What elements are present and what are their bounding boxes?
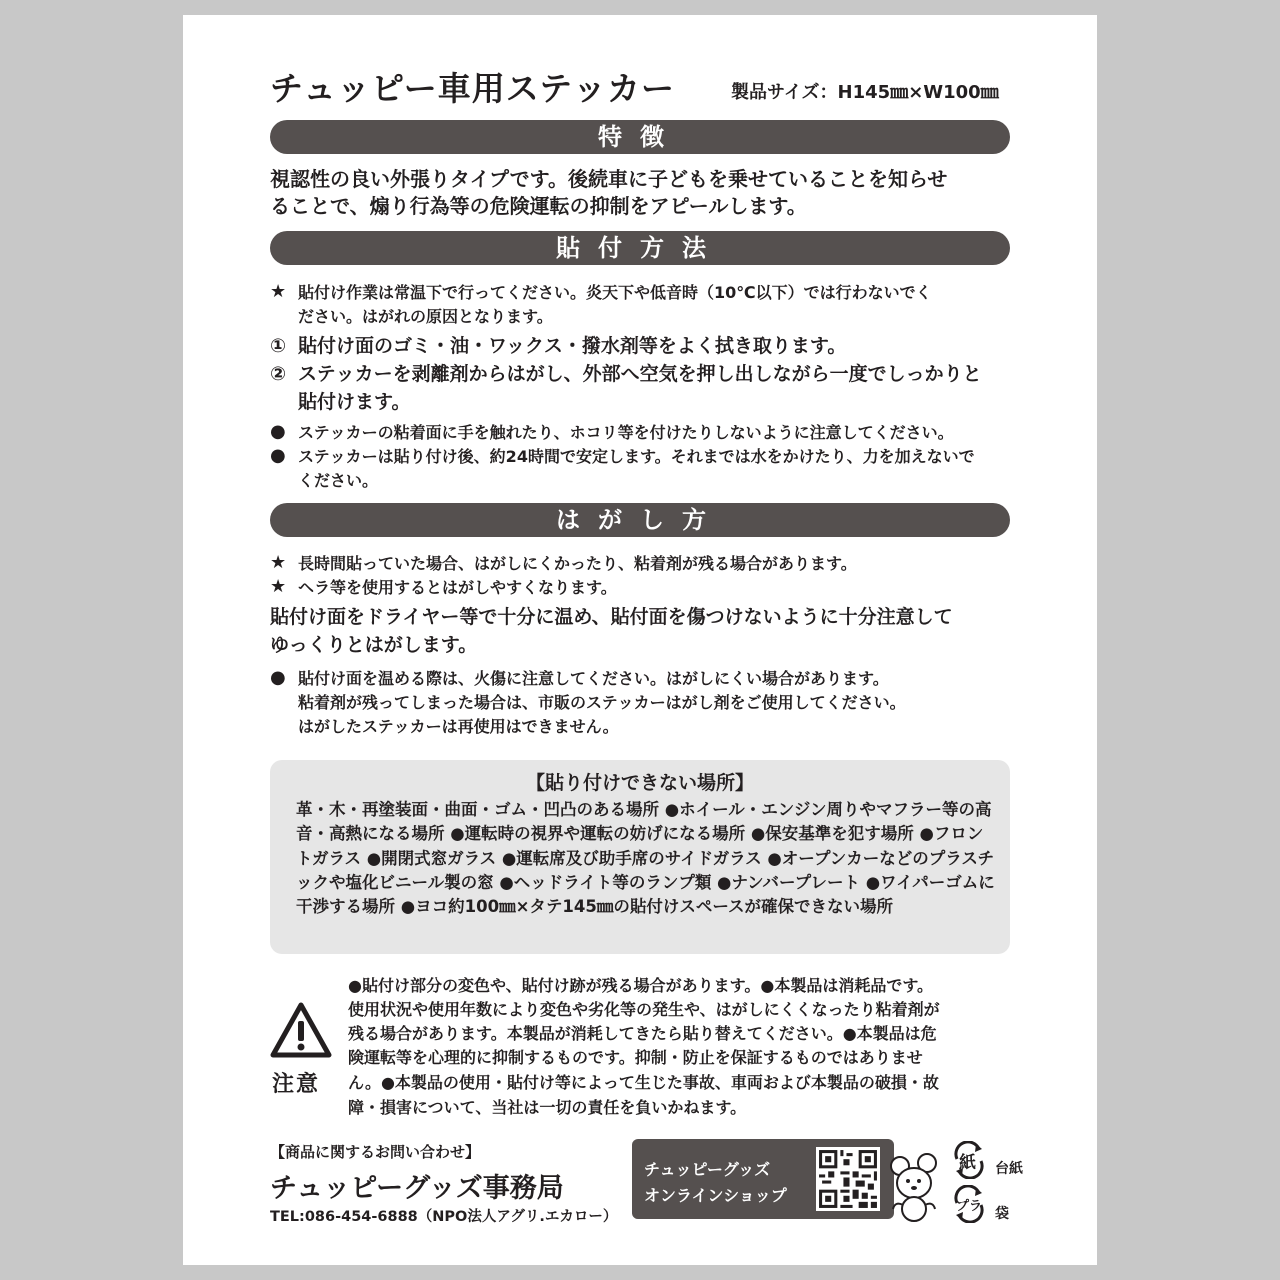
circled-one-icon: ① bbox=[270, 335, 287, 357]
star-icon: ★ bbox=[270, 281, 287, 302]
contact-tel: TEL:086-454-6888（NPO法人アグリ.エカロー） bbox=[270, 1209, 618, 1225]
product-size: 製品サイズ：H145㎜×W100㎜ bbox=[731, 82, 999, 103]
remove-main-line-1: 貼付け面をドライヤー等で十分に温め、貼付面を傷つけないように十分注意して bbox=[270, 606, 953, 628]
contact-office: チュッピーグッズ事務局 bbox=[270, 1173, 564, 1204]
apply-note-2-line-2: ください。 bbox=[298, 471, 379, 490]
online-shop-badge[interactable] bbox=[632, 1139, 894, 1219]
star-icon: ★ bbox=[270, 552, 287, 573]
no-apply-places-box bbox=[270, 760, 1010, 954]
remove-note-line-1: 貼付け面を温める際は、火傷に注意してください。はがしにくい場合があります。 bbox=[298, 669, 889, 688]
apply-step-2-line-2: 貼付けます。 bbox=[298, 391, 411, 413]
warning-triangle-icon bbox=[269, 1001, 333, 1061]
caution-line-1: ●貼付け部分の変色や、貼付け跡が残る場合があります。●本製品は消耗品です。 bbox=[348, 976, 934, 995]
features-heading: 特徴 bbox=[270, 120, 1010, 154]
paper-recycle-label: 台紙 bbox=[995, 1161, 1023, 1177]
caution-line-5: ん。●本製品の使用・貼付け等によって生じた事故、車両および本製品の破損・故 bbox=[348, 1073, 939, 1092]
apply-star-line-1: 貼付け作業は常温下で行ってください。炎天下や低音時（10℃以下）では行わないでく bbox=[298, 283, 932, 302]
apply-note-2-line-1: ステッカーは貼り付け後、約24時間で安定します。それまでは水をかけたり、力を加えないで bbox=[298, 447, 975, 466]
mascot-mouse-icon bbox=[889, 1153, 939, 1225]
caution-line-3: 残る場合があります。本製品が消耗してきたら貼り替えてください。●本製品は危 bbox=[348, 1024, 937, 1043]
remove-note-line-2: 粘着剤が残ってしまった場合は、市販のステッカーはがし剤をご使用してください。 bbox=[298, 693, 906, 712]
plastic-recycle-label: 袋 bbox=[995, 1206, 1009, 1222]
no-apply-places-text: 革・木・再塗装面・曲面・ゴム・凹凸のある場所 ●ホイール・エンジン周りやマフラー等の高音・高熱になる場所 ●運転時の視界や運転の妨げになる場所 ●保安基準を犯す場所 ●フロントガラス ●開閉式窓ガラス ●運転席及び助手席のサイドガラス ●オープンカーなどのプラスチックや塩化ビニール製の窓 ●ヘッドライト等のランプ類 ●ナンバープレート ●ワイパーゴムに干渉する場所 ●ヨコ約100㎜×タテ145㎜の貼付けスペースが確保できない場所 bbox=[296, 800, 995, 917]
bullet-icon: ● bbox=[270, 445, 286, 466]
product-sheet bbox=[183, 15, 1097, 1265]
remove-heading: はがし方 bbox=[270, 503, 1010, 537]
circled-two-icon: ② bbox=[270, 363, 287, 385]
apply-heading: 貼付方法 bbox=[270, 231, 1010, 265]
caution-label: 注意 bbox=[272, 1072, 321, 1097]
contact-heading: 【商品に関するお問い合わせ】 bbox=[270, 1143, 481, 1161]
shop-line-2: オンラインショップ bbox=[644, 1186, 787, 1205]
features-line-1: 視認性の良い外張りタイプです。後続車に子どもを乗せていることを知らせ bbox=[270, 167, 948, 191]
paper-recycle-mark: 紙 bbox=[959, 1153, 976, 1173]
plastic-recycle-mark: プラ bbox=[956, 1199, 983, 1214]
remove-note-line-3: はがしたステッカーは再使用はできません。 bbox=[298, 717, 619, 736]
apply-note-1: ステッカーの粘着面に手を触れたり、ホコリ等を付けたりしないように注意してください。 bbox=[298, 423, 954, 442]
caution-line-4: 険運転等を心理的に抑制するものです。抑制・防止を保証するものではありませ bbox=[348, 1048, 923, 1067]
qr-code-icon[interactable] bbox=[816, 1147, 880, 1211]
apply-step-1: 貼付け面のゴミ・油・ワックス・撥水剤等をよく拭き取ります。 bbox=[298, 335, 847, 357]
shop-line-1: チュッピーグッズ bbox=[644, 1160, 771, 1179]
bullet-icon: ● bbox=[270, 667, 286, 688]
apply-star-line-2: ださい。はがれの原因となります。 bbox=[298, 307, 553, 326]
caution-line-2: 使用状況や使用年数により変色や劣化等の発生や、はがしにくくなったり粘着剤が bbox=[348, 1000, 940, 1019]
features-line-2: ることで、煽り行為等の危険運転の抑制をアピールします。 bbox=[270, 194, 807, 218]
star-icon: ★ bbox=[270, 576, 287, 597]
no-apply-places-title: 【貼り付けできない場所】 bbox=[525, 772, 754, 794]
remove-main-line-2: ゆっくりとはがします。 bbox=[270, 634, 478, 656]
remove-star-1: 長時間貼っていた場合、はがしにくかったり、粘着剤が残る場合があります。 bbox=[298, 554, 857, 573]
remove-star-2: ヘラ等を使用するとはがしやすくなります。 bbox=[298, 578, 617, 597]
bullet-icon: ● bbox=[270, 421, 286, 442]
apply-step-2-line-1: ステッカーを剥離剤からはがし、外部へ空気を押し出しながら一度でしっかりと bbox=[298, 363, 982, 385]
product-title: チュッピー車用ステッカー bbox=[270, 69, 676, 108]
caution-line-6: 障・損害について、当社は一切の責任を負いかねます。 bbox=[348, 1098, 747, 1117]
